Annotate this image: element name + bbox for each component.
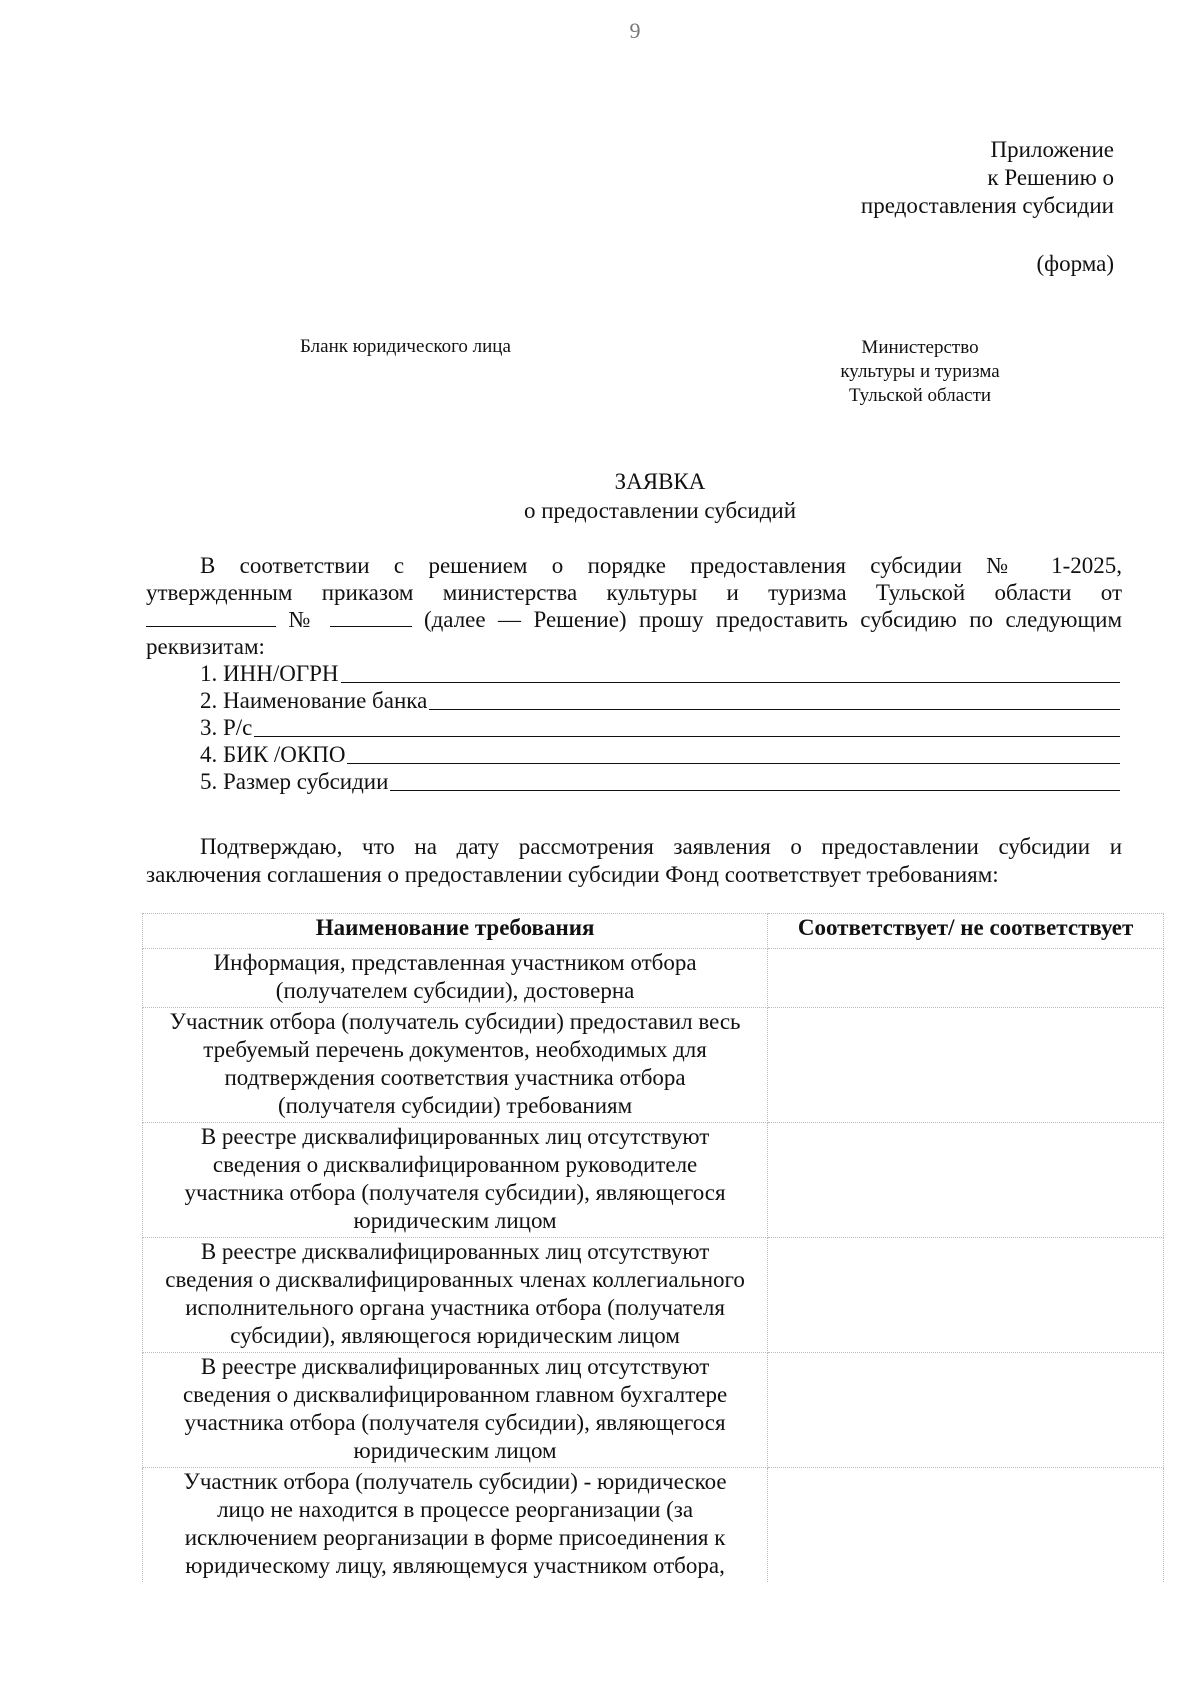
requirement-cell [143,1123,768,1238]
requisite-label: 2. Наименование банка [200,688,428,713]
title-main: ЗАЯВКА [614,469,706,494]
cell-line: В реестре дисквалифицированных лиц отсутствуют [200,1239,710,1264]
page-number: 9 [629,18,641,43]
cell-line: исполнительного органа участника отбора (получателя [185,1295,725,1320]
table-row [143,1353,1164,1468]
cell-line: юридическим лицом [353,1208,557,1233]
requisite-bik-okpo [200,741,1120,768]
cell-line: сведения о дисквалифицированном руководителе [212,1152,698,1177]
cell-line: сведения о дисквалифицированных членах коллегиального [165,1267,745,1292]
table-row [143,1008,1164,1123]
requisites-list [200,660,1120,795]
appendix-line: предоставления субсидии [860,193,1114,218]
cell-line: лицо не находится в процессе реорганизации (за [217,1497,694,1522]
form-label: (форма) [1036,251,1114,276]
confirm-line: заключения соглашения о предоставлении субсидии Фонд соответствует требованиям: [146,862,999,887]
compliance-cell[interactable] [768,1123,1164,1238]
table-row [143,949,1164,1008]
intro-line: реквизитам: [146,634,265,659]
fill-line[interactable] [254,736,1120,737]
addressee-line: Тульской области [848,385,992,406]
requirement-cell [143,1238,768,1353]
intro-line-rest: (далее — Решение) прошу предоставить субсидию по следующим [423,607,1123,632]
compliance-cell[interactable] [768,1468,1164,1583]
compliance-cell[interactable] [768,949,1164,1008]
requisite-inn-ogrn [200,660,1120,687]
table-header-row [143,914,1164,949]
fill-line[interactable] [390,790,1120,791]
number-blank[interactable] [330,606,412,627]
cell-line: (получателем субсидии), достоверна [275,978,635,1003]
requisite-label: 1. ИНН/ОГРН [200,661,339,686]
appendix-line: Приложение [990,137,1114,162]
requirement-cell [143,949,768,1008]
intro-line: утвержденным приказом министерства культуры и туризма Тульской области от [146,580,1122,605]
requisite-bank-name [200,687,1120,714]
intro-line: В соответствии с решением о порядке предоставления субсидии № 1-2025, [200,553,1122,578]
compliance-cell[interactable] [768,1238,1164,1353]
cell-line: участника отбора (получателя субсидии), являющегося [184,1410,726,1435]
number-sign: № [288,607,318,632]
requisite-label: 4. БИК /ОКПО [200,742,346,767]
table-row [143,1123,1164,1238]
title-sub: о предоставлении субсидий [523,498,797,523]
cell-line: Участник отбора (получатель субсидии) - юридическое [183,1469,727,1494]
confirm-line: Подтверждаю, что на дату рассмотрения заявления о предоставлении субсидии и [200,834,1122,859]
cell-line: юридическому лицу, являющемуся участником отбора, [185,1553,725,1578]
document-title [0,467,1200,525]
cell-line: сведения о дисквалифицированном главном бухгалтере [182,1382,728,1407]
appendix-block [714,136,1114,278]
requisite-label: 5. Размер субсидии [200,769,389,794]
intro-paragraph [146,552,1122,660]
letterhead-label: Бланк юридического лица [300,336,511,357]
cell-line: В реестре дисквалифицированных лиц отсутствуют [200,1354,710,1379]
cell-line: участника отбора (получателя субсидии), являющегося [184,1180,726,1205]
date-blank[interactable] [146,606,276,627]
header-requirement: Наименование требования [143,914,768,949]
header-compliance: Соответствует/ не соответствует [768,914,1164,949]
requirement-cell [143,1008,768,1123]
addressee-line: культуры и туризма [840,361,1000,382]
intro-line [146,606,1122,633]
requirement-cell [143,1353,768,1468]
cell-line: юридическим лицом [353,1438,557,1463]
requisite-subsidy-amount [200,768,1120,795]
cell-line: подтверждения соответствия участника отбора [224,1065,686,1090]
appendix-line: к Решению о [987,165,1114,190]
cell-line: требуемый перечень документов, необходимых для [203,1037,707,1062]
addressee-line: Министерство [861,337,979,358]
cell-line: Участник отбора (получатель субсидии) предоставил весь [169,1009,741,1034]
cell-line: В реестре дисквалифицированных лиц отсутствуют [200,1124,710,1149]
requisite-label: 3. Р/с [200,715,253,740]
cell-line: Информация, представленная участником отбора [213,950,697,975]
cell-line: (получателя субсидии) требованиям [277,1093,633,1118]
table-row [143,1238,1164,1353]
confirmation-paragraph [146,833,1122,889]
cell-line: исключением реорганизации в форме присоединения к [184,1525,726,1550]
fill-line[interactable] [347,763,1120,764]
table-row [143,1468,1164,1583]
fill-line[interactable] [341,682,1120,683]
fill-line[interactable] [429,709,1120,710]
requisite-account [200,714,1120,741]
cell-line: субсидии), являющегося юридическим лицом [230,1323,680,1348]
compliance-cell[interactable] [768,1353,1164,1468]
requirement-cell [143,1468,768,1583]
requirements-table [142,913,1164,1582]
addressee-block [820,336,1020,408]
compliance-cell[interactable] [768,1008,1164,1123]
